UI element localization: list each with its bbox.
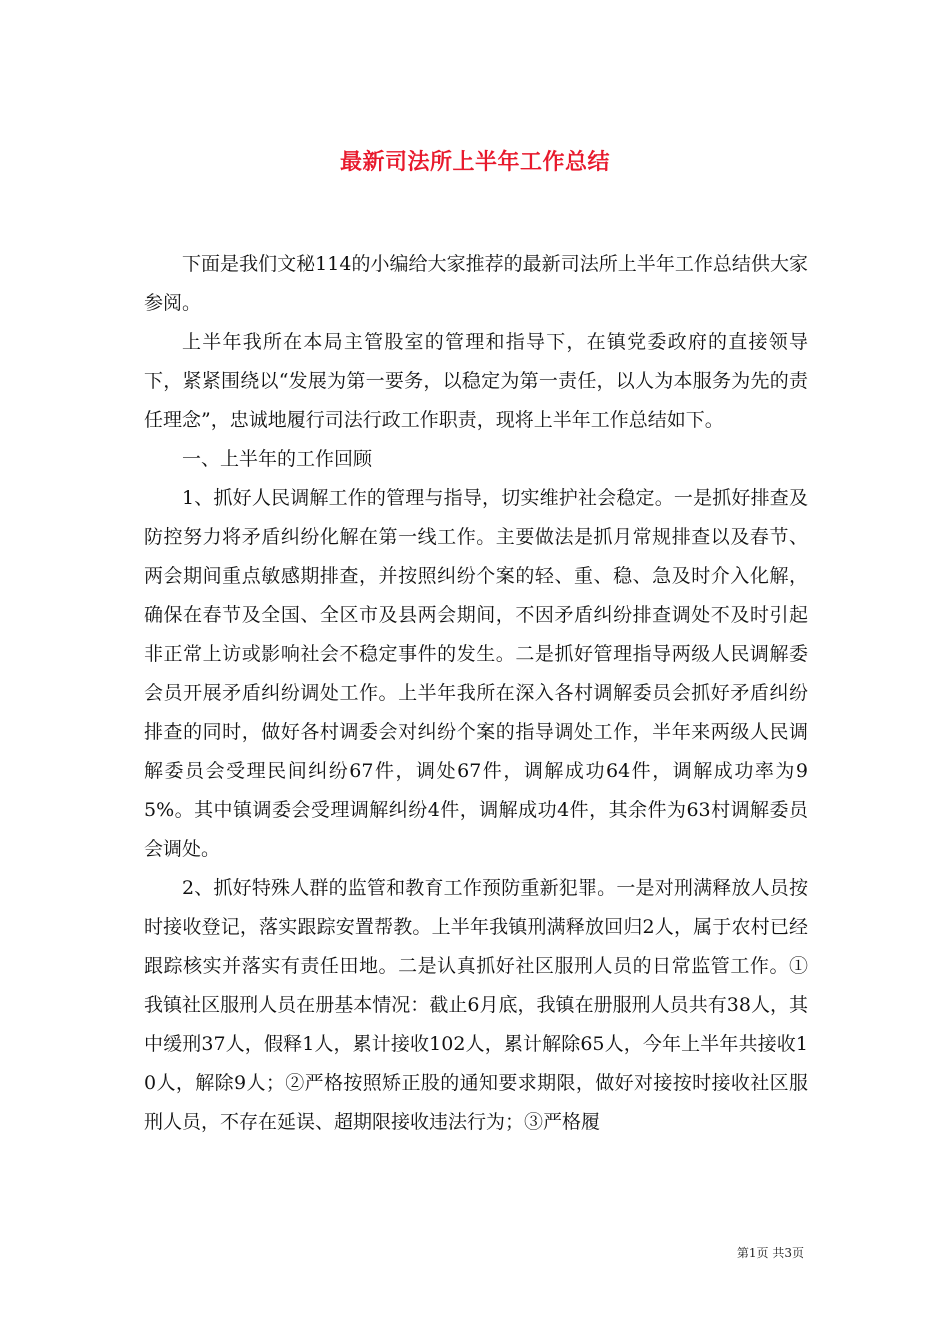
section-heading: 一、上半年的工作回顾 xyxy=(182,448,373,470)
document-title: 最新司法所上半年工作总结 xyxy=(339,149,610,175)
paragraph-special-groups: 2、抓好特殊人群的监管和教育工作预防重新犯罪。一是对刑满释放人员按时接收登记，落实跟踪安置帮教。上半年我镇刑满释放回归2人，属于农村已经跟踪核实并落实有责任田地。二是认真抓好社区服刑人员的日常监管工作。①我镇社区服刑人员在册基本情况：截止6月底，我镇在册服刑人员共有38人，其中缓刑37人，假释1人，累计接收102人，累计解除65人，今年上半年共接收10人，解除9人；②严格按照矫正股的通知要求期限，做好对接按时接收社区服刑人员，不存在延误、超期限接收违法行为；③严格履 xyxy=(144,877,808,1133)
paragraph-intro: 下面是我们文秘114的小编给大家推荐的最新司法所上半年工作总结供大家参阅。 xyxy=(144,253,808,314)
document-body xyxy=(144,245,808,1142)
paragraph-mediation: 1、抓好人民调解工作的管理与指导，切实维护社会稳定。一是抓好排查及防控努力将矛盾纠纷化解在第一线工作。主要做法是抓月常规排查以及春节、两会期间重点敏感期排查，并按照纠纷个案的轻、重、稳、急及时介入化解，确保在春节及全国、全区市及县两会期间，不因矛盾纠纷排查调处不及时引起非正常上访或影响社会不稳定事件的发生。二是抓好管理指导两级人民调解委会员开展矛盾纠纷调处工作。上半年我所在深入各村调解委员会抓好矛盾纠纷排查的同时，做好各村调委会对纠纷个案的指导调处工作，半年来两级人民调解委员会受理民间纠纷67件，调处67件，调解成功64件，调解成功率为95%。其中镇调委会受理调解纠纷4件，调解成功4件，其余件为63村调解委员会调处。 xyxy=(144,487,808,860)
paragraph-overview: 上半年我所在本局主管股室的管理和指导下，在镇党委政府的直接领导下，紧紧围绕以“发展为第一要务，以稳定为第一责任，以人为本服务为先的责任理念”，忠诚地履行司法行政工作职责，现将上半年工作总结如下。 xyxy=(144,331,808,431)
page-number: 第1页 共3页 xyxy=(736,1246,804,1260)
